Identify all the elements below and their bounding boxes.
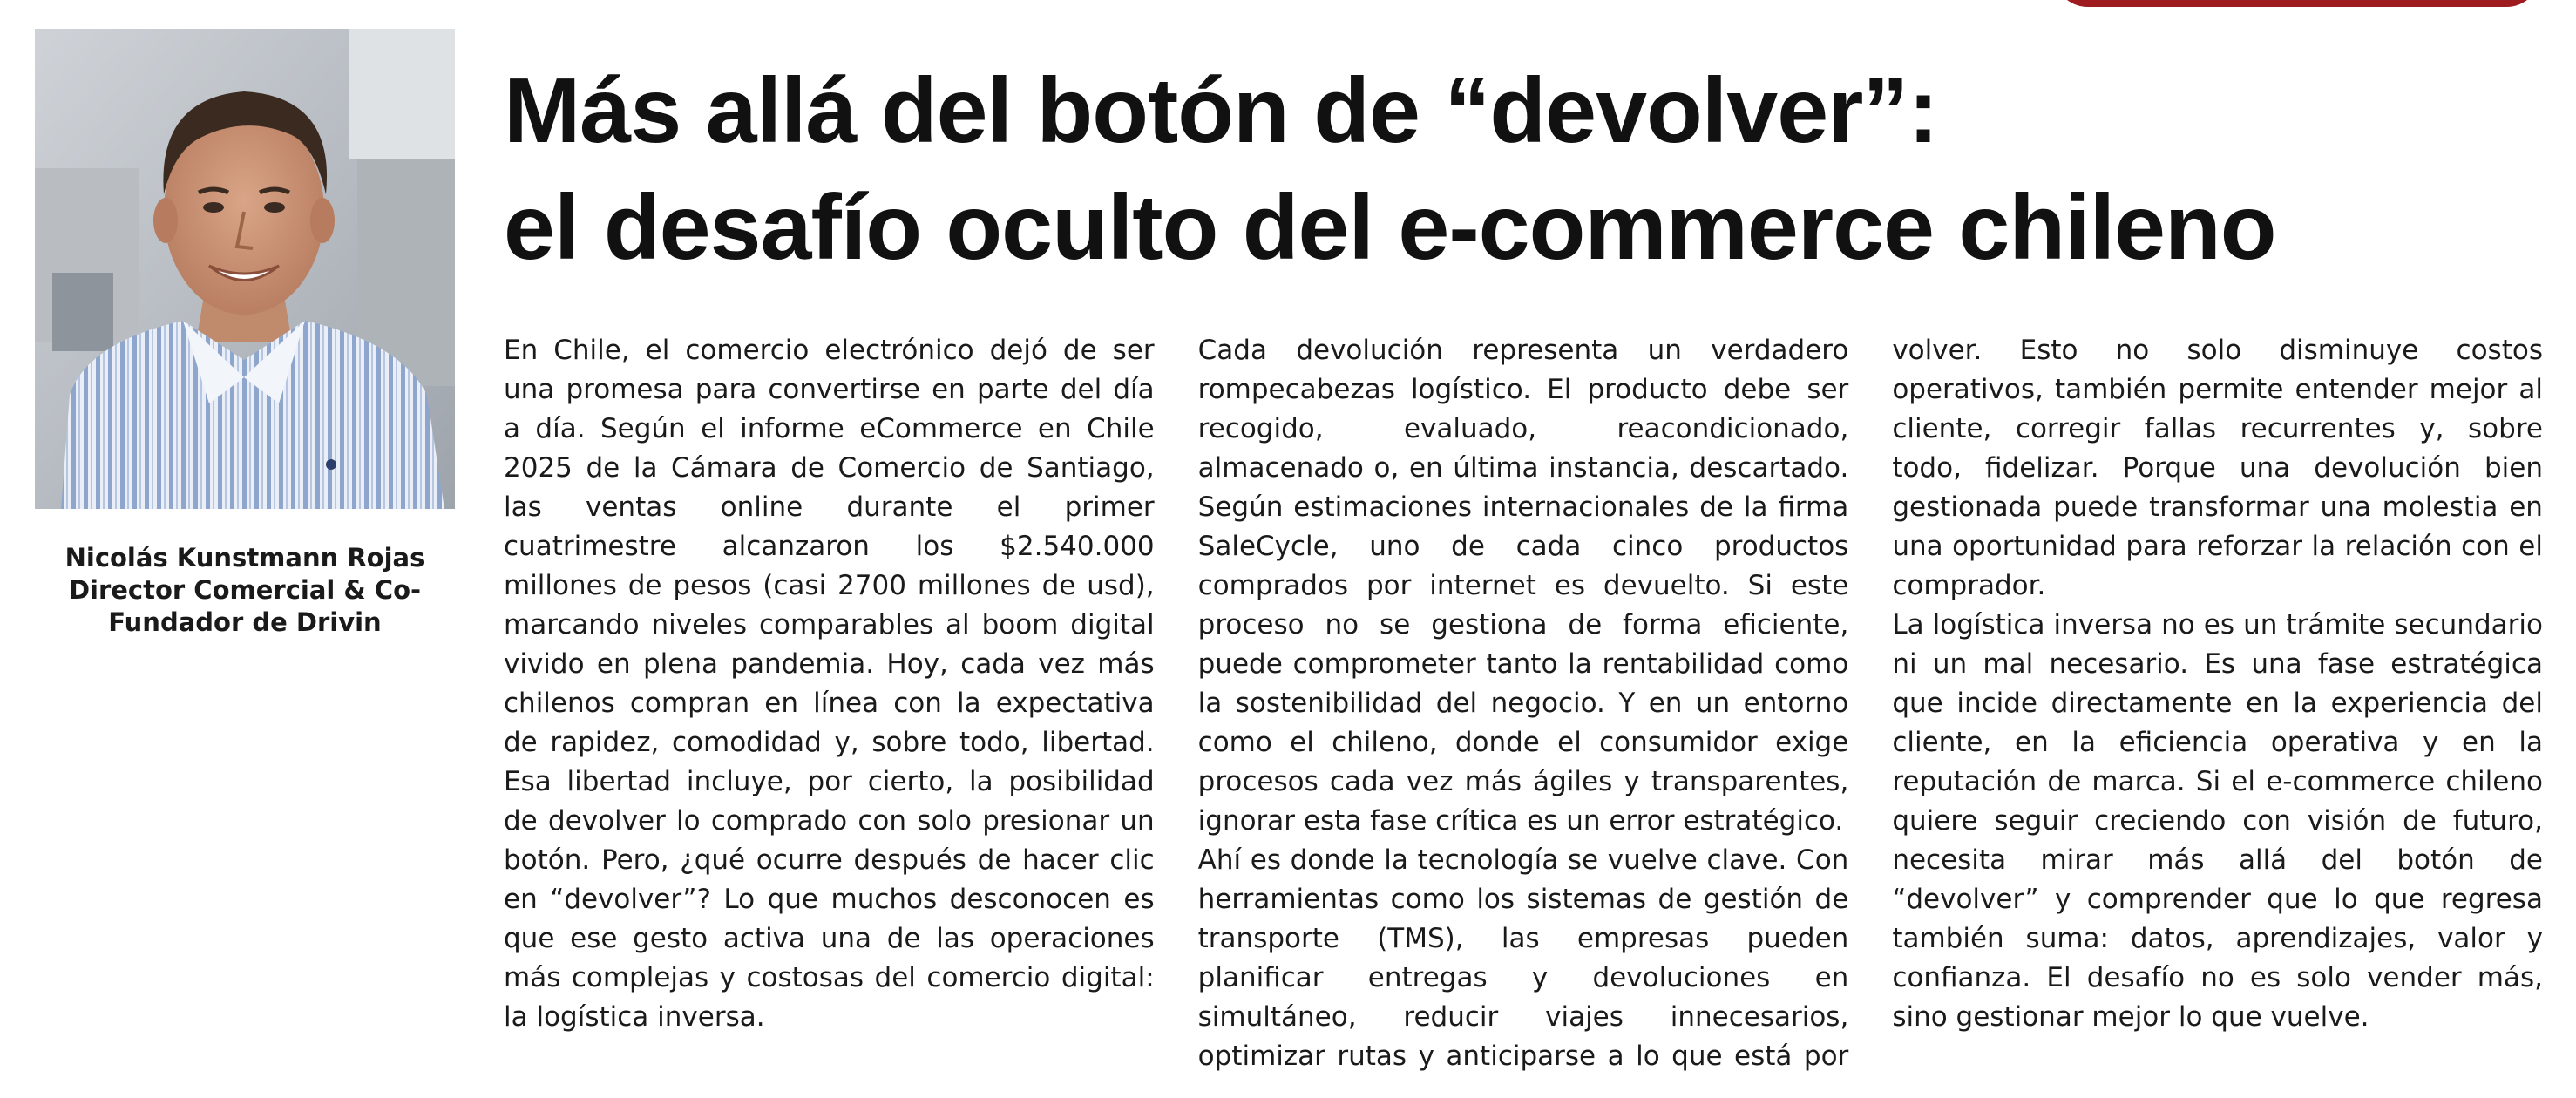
author-name: Nicolás Kunstmann Rojas — [64, 543, 425, 573]
portrait-photo-icon — [35, 29, 455, 509]
headline-line-1: Más allá del botón de “devolver”: — [504, 59, 1938, 162]
article-body — [504, 331, 2543, 1081]
article-paragraph: Ahí es donde la tecnología se vuelve clave. Con herramientas como los sistemas de gestión de transporte (TMS), las empresas pueden planificar entregas y devoluciones en simultáneo, reducir viajes innecesarios, optimizar rutas y anticiparse a lo que está por volver. Esto no solo disminuye costos operativos, también permite entender mejor al cliente, corregir fallas recurrentes y, sobre todo, fidelizar. Porque una devolución bien gestionada puede transformar una molestia en una oportunidad para reforzar la relación con el comprador. — [1197, 335, 2543, 1072]
article-headline — [504, 52, 2508, 286]
article-paragraph: La logística inversa no es un trámite secundario ni un mal necesario. Es una fase estratégica que incide directamente en la experiencia del cliente, en la eficiencia operativa y en la reputación de marca. Si el e-commerce chileno quiere seguir creciendo con visión de futuro, necesita mirar más allá del botón de “devolver” y comprender que lo que regresa también suma: datos, aprendizajes, valor y confianza. El desafío no es solo vender más, sino gestionar mejor lo que vuelve. — [1892, 609, 2543, 1033]
red-accent-bar — [2053, 0, 2541, 7]
article-paragraph: Cada devolución representa un verdadero rompecabezas logístico. El producto debe ser recogido, evaluado, reacondicionado, almacenado o, en última instancia, descartado. Según estimaciones internacionales de la firma SaleCycle, uno de cada cinco productos comprados por internet es devuelto. Si este proceso no se gestiona de forma eficiente, puede comprometer tanto la rentabilidad como la sostenibilidad del negocio. Y en un entorno como el chileno, donde el consumidor exige procesos cada vez más ágiles y transparentes, ignorar esta fase crítica es un error estratégico. — [1197, 335, 1849, 837]
author-company: Fundador de Drivin — [108, 607, 382, 637]
author-photo — [35, 29, 455, 509]
article-paragraph: En Chile, el comercio electrónico dejó de ser una promesa para convertirse en parte del día a día. Según el informe eCommerce en Chile 2025 de la Cámara de Comercio de Santiago, las ventas online durante el primer cuatrimestre alcanzaron los $2.540.000 millones de pesos (casi 2700 millones de usd), marcando niveles comparables al boom digital vivido en plena pandemia. Hoy, cada vez más chilenos compran en línea con la expectativa de rapidez, comodidad y, sobre todo, libertad. Esa libertad incluye, por cierto, la posibilidad de devolver lo comprado con solo presionar un botón. Pero, ¿qué ocurre después de hacer clic en “devolver”? Lo que muchos desconocen es que ese gesto activa una de las operaciones más complejas y costosas del comercio digital: la logística inversa. — [504, 335, 1155, 1033]
author-title: Director Comercial & Co- — [68, 575, 422, 605]
photo-caption — [35, 542, 455, 639]
headline-line-2: el desafío oculto del e-commerce chileno — [504, 176, 2276, 279]
